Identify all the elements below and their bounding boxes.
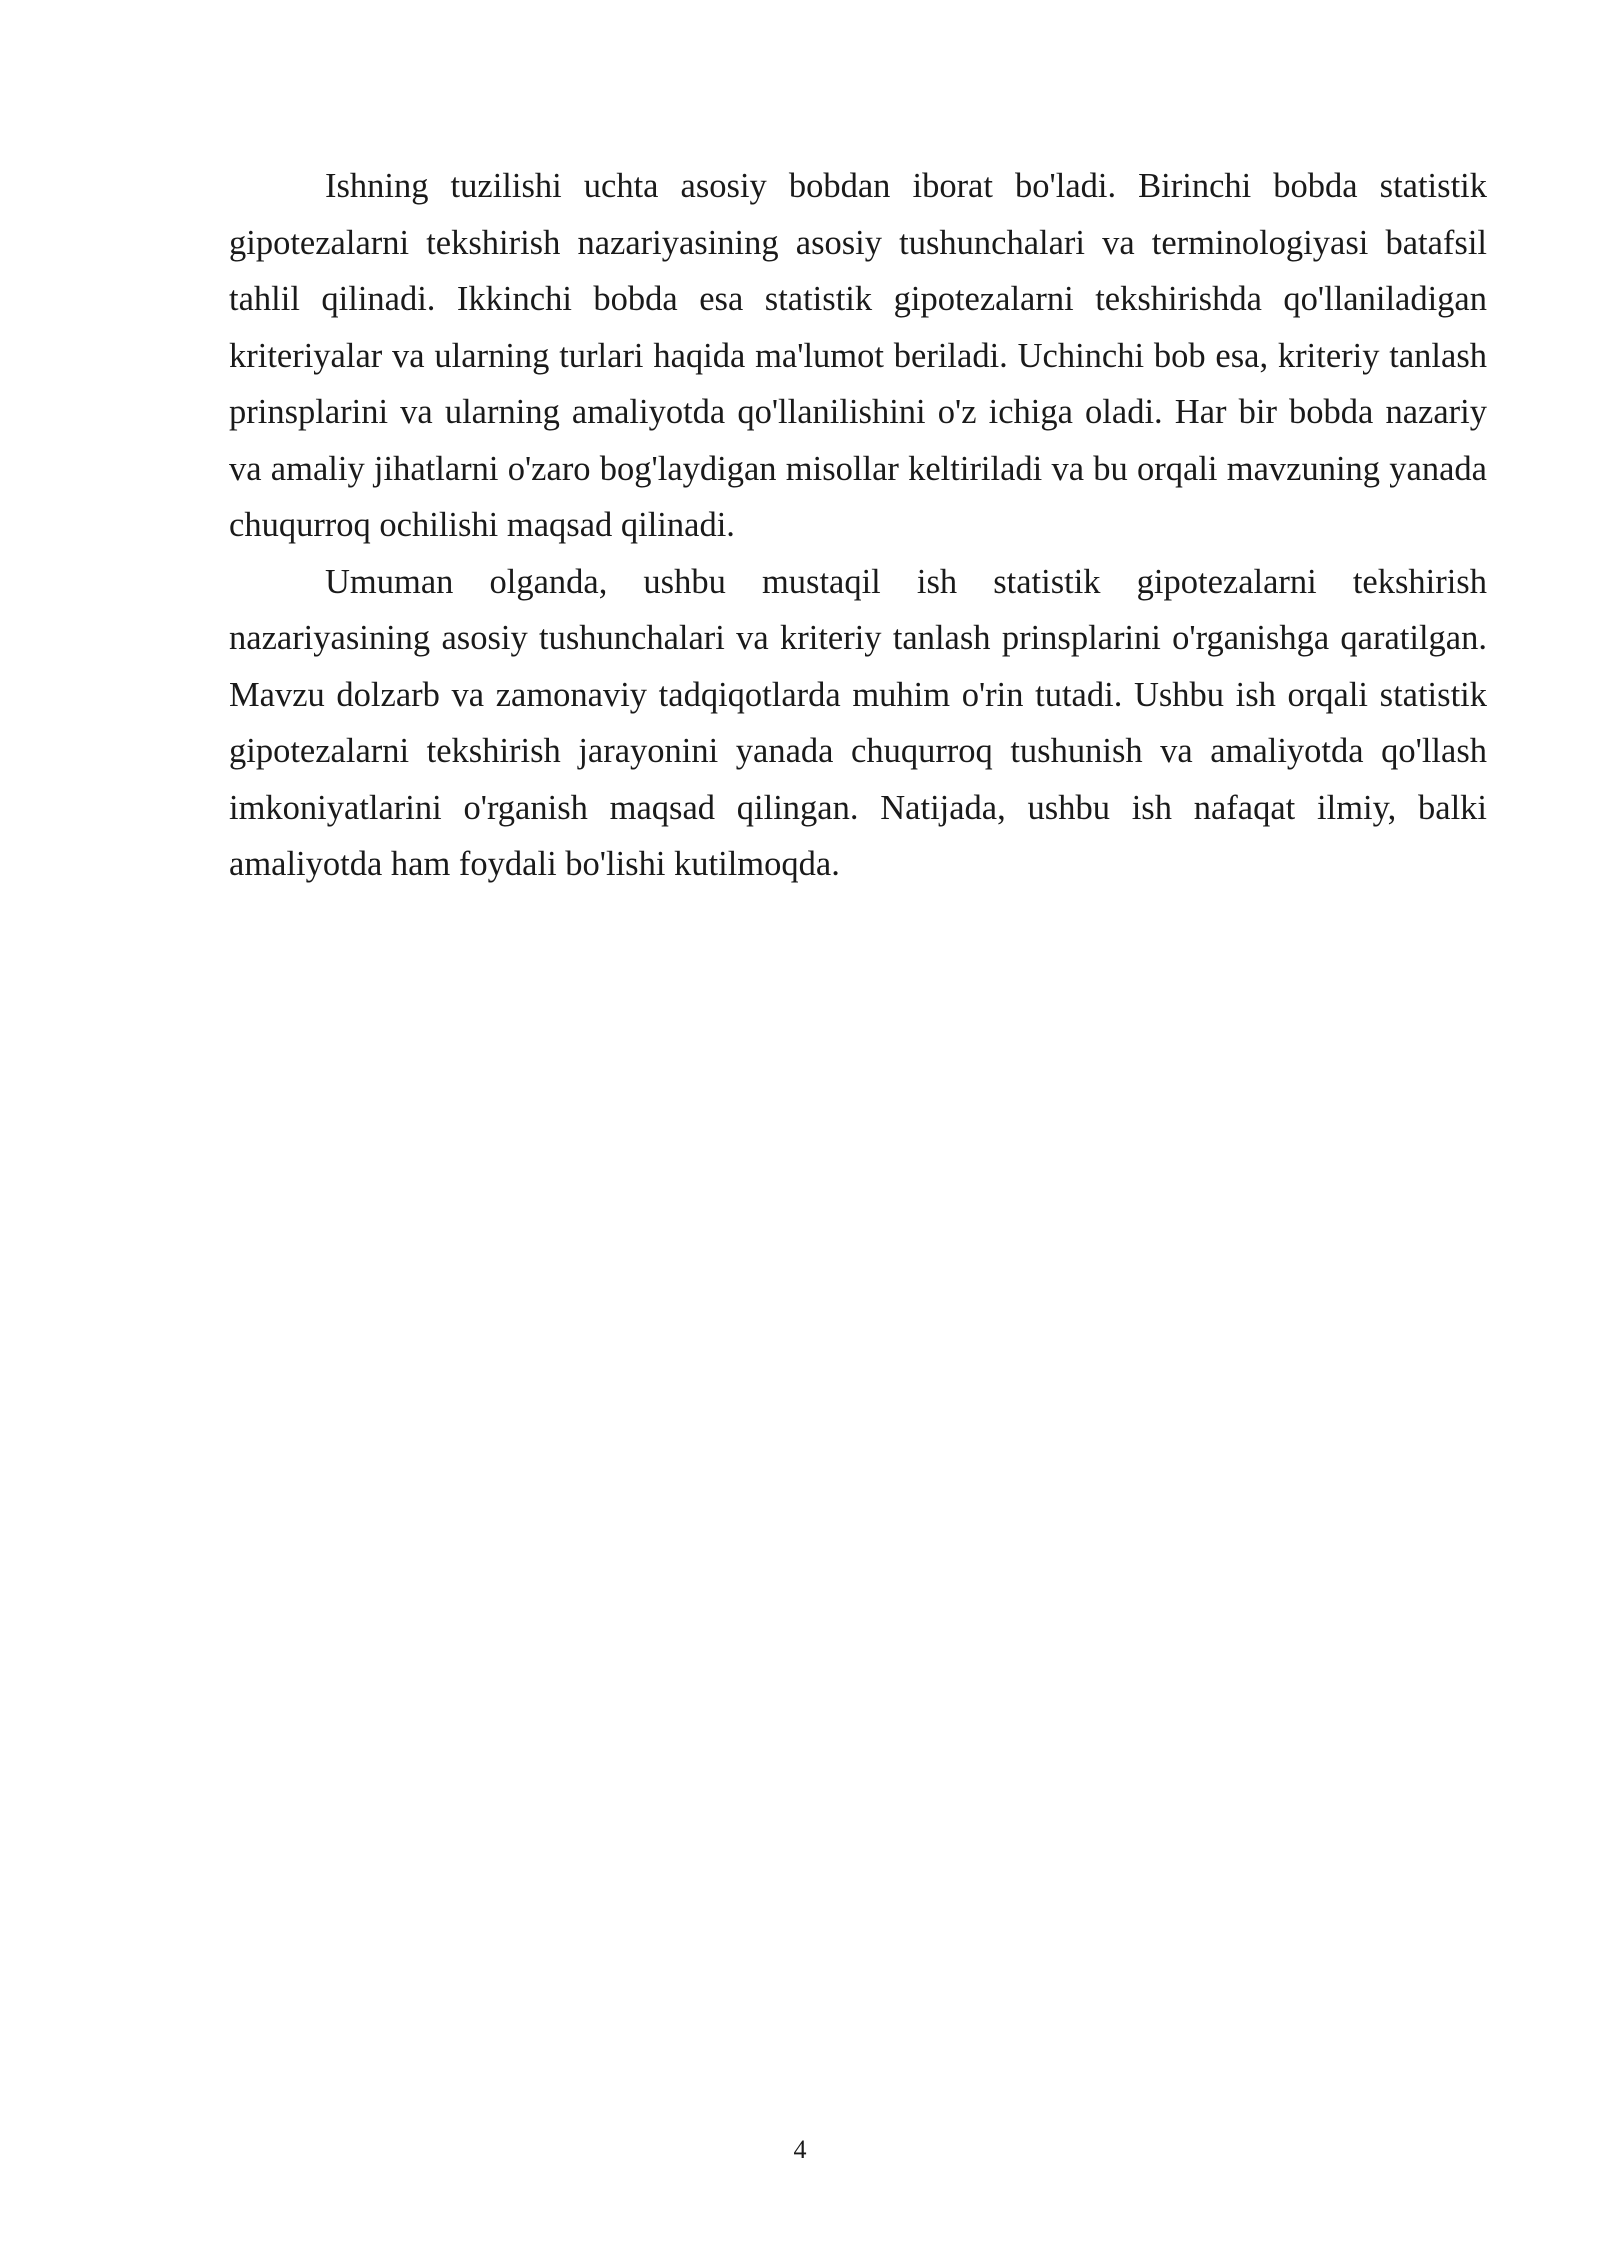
paragraph-structure: Ishning tuzilishi uchta asosiy bobdan iborat bo'ladi. Birinchi bobda statistik gipotezalarni tekshirish nazariyasining asosiy tushunchalari va terminologiyasi batafsil tahlil qilinadi. Ikkinchi bobda esa statistik gipotezalarni tekshirishda qo'llaniladigan kriteriyalar va ularning turlari haqida ma'lumot beriladi. Uchinchi bob esa, kriteriy tanlash prinsplarini va ularning amaliyotda qo'llanilishini o'z ichiga oladi. Har bir bobda nazariy va amaliy jihatlarni o'zaro bog'laydigan misollar keltiriladi va bu orqali mavzuning yanada chuqurroq ochilishi maqsad qilinadi. [229, 167, 1487, 544]
page-number: 4 [793, 2135, 807, 2164]
paragraph-summary: Umuman olganda, ushbu mustaqil ish statistik gipotezalarni tekshirish nazariyasining asosiy tushunchalari va kriteriy tanlash prinsplarini o'rganishga qaratilgan. Mavzu dolzarb va zamonaviy tadqiqotlarda muhim o'rin tutadi. Ushbu ish orqali statistik gipotezalarni tekshirish jarayonini yanada chuqurroq tushunish va amaliyotda qo'llash imkoniyatlarini o'rganish maqsad qilingan. Natijada, ushbu ish nafaqat ilmiy, balki amaliyotda ham foydali bo'lishi kutilmoqda. [229, 562, 1487, 883]
body-text [229, 158, 1487, 893]
